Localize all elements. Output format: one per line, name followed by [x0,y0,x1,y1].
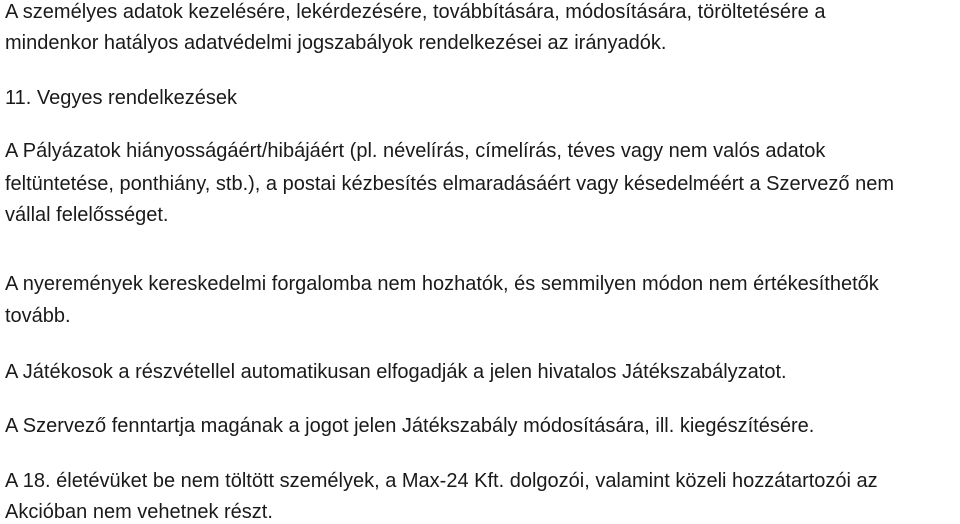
paragraph-2-line-2: tovább. [5,305,71,327]
paragraph-4-line-1: A Szervező fenntartja magának a jogot jelen Játékszabály módosítására, ill. kiegészítésére. [5,415,815,437]
intro-line-2: mindenkor hatályos adatvédelmi jogszabályok rendelkezései az irányadók. [5,32,667,54]
paragraph-1-line-2: feltüntetése, ponthiány, stb.), a postai kézbesítés elmaradásáért vagy késedelméért a Szervező nem [5,173,894,195]
paragraph-1-line-3: vállal felelősséget. [5,204,169,226]
paragraph-1-line-1: A Pályázatok hiányosságáért/hibájáért (pl. névelírás, címelírás, téves vagy nem valós adatok [5,140,826,162]
paragraph-3-line-1: A Játékosok a részvétellel automatikusan elfogadják a jelen hivatalos Játékszabályzatot. [5,361,787,383]
section-heading: 11. Vegyes rendelkezések [5,87,238,109]
paragraph-5-line-2: Akcióban nem vehetnek részt. [5,501,273,523]
paragraph-5-line-1: A 18. életévüket be nem töltött személyek, a Max-24 Kft. dolgozói, valamint közeli hozzátartozói az [5,470,878,492]
intro-line-1: A személyes adatok kezelésére, lekérdezésére, továbbítására, módosítására, töröltetésére a [5,1,826,23]
paragraph-2-line-1: A nyeremények kereskedelmi forgalomba nem hozhatók, és semmilyen módon nem értékesíthetők [5,273,879,295]
